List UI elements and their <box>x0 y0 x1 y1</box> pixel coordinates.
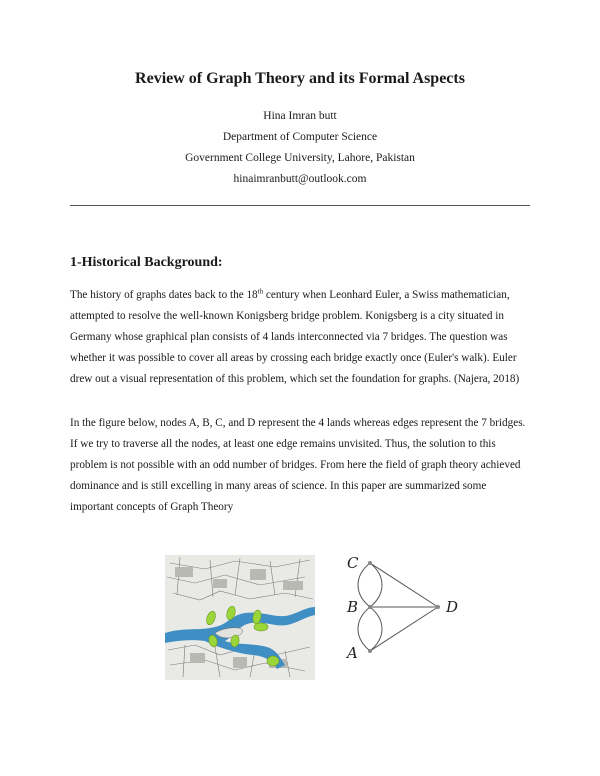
author-name: Hina Imran butt <box>263 110 337 122</box>
para1-rest: century when Leonhard Euler, a Swiss mathematician, attempted to resolve the well-known Konigsberg bridge problem. Konigsberg is a city situated in Germany whose graphical plan consists of 4 lands interconnected via 7 bridges. The question was whether it was possible to cover all areas by crossing each bridge exactly once (Euler's walk). Euler drew out a visual representation of this problem, which set the foundation for graphs. (Najera, 2018) <box>70 289 520 385</box>
bridge <box>254 623 268 631</box>
edge-c-d <box>370 563 438 607</box>
node-label-d: D <box>446 598 459 616</box>
paragraph-historical-2: In the figure below, nodes A, B, C, and D represent the 4 lands whereas edges represent the 7 bridges. If we try to traverse all the nodes, at least one edge remains unvisited. Thus, the solution to this problem is not possible with an odd number of bridges. From here the field of graph theory achieved dominance and is still excelling in many areas of science. In this paper are summarized some important concepts of Graph Theory <box>70 417 526 513</box>
vertex-a <box>368 649 372 653</box>
para1-lead: The history of graphs dates back to the 18 <box>70 289 258 301</box>
vertex-d <box>436 605 440 609</box>
node-label-b: B <box>347 598 359 616</box>
header-divider <box>70 205 530 206</box>
author-email[interactable]: hinaimranbutt@outlook.com <box>233 173 367 185</box>
author-institution: Government College University, Lahore, Pakistan <box>185 152 415 164</box>
edge-a-d <box>370 607 438 651</box>
konigsberg-map-figure <box>165 555 315 680</box>
vertex-c <box>368 561 372 565</box>
node-label-a: A <box>347 644 358 662</box>
edge-c-b-left <box>358 563 370 607</box>
author-department: Department of Computer Science <box>222 131 378 143</box>
paper-title: Review of Graph Theory and its Formal Aspects <box>135 70 465 87</box>
author-block <box>0 106 600 190</box>
para1-superscript: th <box>257 287 264 296</box>
section-heading: 1-Historical Background: <box>70 255 223 270</box>
edge-b-a-left <box>358 607 370 651</box>
paragraph-historical-1 <box>70 285 532 390</box>
bridge <box>267 656 279 666</box>
node-label-c: C <box>347 554 359 572</box>
vertex-b <box>368 605 372 609</box>
konigsberg-graph-figure <box>342 546 472 666</box>
